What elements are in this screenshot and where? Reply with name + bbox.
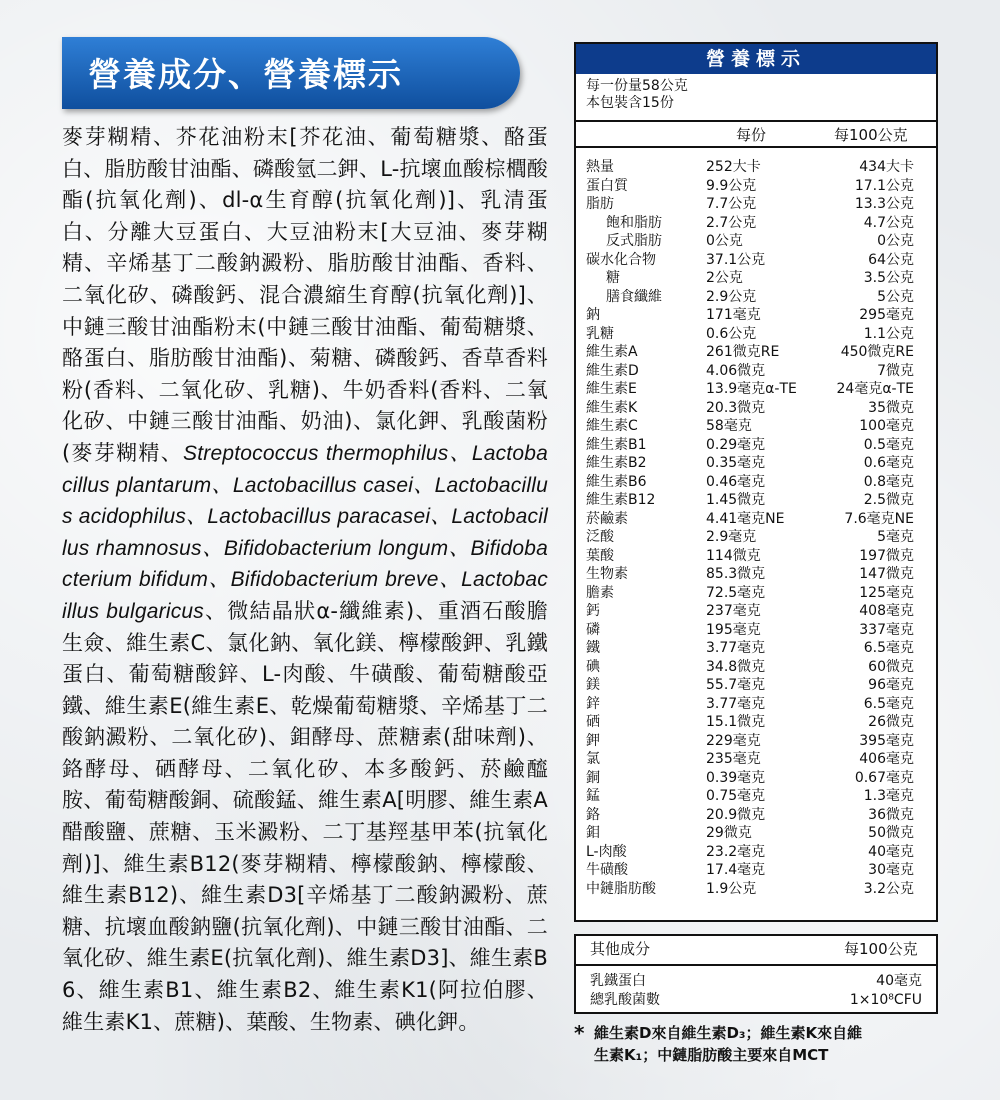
nutrition-row: [576, 325, 936, 344]
nutrition-row: [576, 510, 936, 529]
nutrient-per-100g: 60微克: [868, 658, 914, 675]
nutrient-per-serving: 20.3微克: [706, 399, 766, 416]
nutrient-name: 維生素B6: [586, 473, 647, 490]
nutrient-per-serving: 15.1微克: [706, 714, 766, 730]
nutrient-per-serving: 114微克: [706, 547, 761, 564]
nutrition-row: [576, 269, 936, 288]
nutrient-per-100g: 147微克: [859, 566, 914, 582]
other-row: [576, 991, 936, 1010]
nutrient-per-100g: 395毫克: [859, 732, 914, 749]
nutrient-per-100g: 0.5毫克: [863, 436, 914, 453]
nutrient-name: 膳食纖維: [606, 288, 662, 305]
other-per-100g: 40毫克: [876, 973, 922, 989]
ingredient-list: [62, 122, 548, 1038]
banner-title: 營養成分、營養標示: [88, 55, 403, 94]
nutrient-name: 菸鹼素: [586, 510, 628, 527]
footnote-line-1: 維生素D來自維生素D₃；維生素K來自維: [594, 1024, 863, 1042]
nutrient-name: 維生素B12: [586, 492, 656, 508]
nutrient-per-serving: 0.35毫克: [706, 455, 766, 471]
nutrient-name: 膽素: [586, 584, 614, 601]
nutrition-row: [576, 547, 936, 566]
nutrient-name: 飽和脂肪: [606, 214, 662, 231]
nutrient-per-100g: 35微克: [868, 399, 914, 416]
nutrient-per-serving: 3.77毫克: [706, 640, 766, 656]
nutrient-per-100g: 0公克: [877, 233, 914, 249]
nutrient-per-serving: 20.9微克: [706, 806, 766, 823]
nutrition-row: [576, 436, 936, 455]
nutrition-column-header: [576, 120, 936, 148]
nutrition-facts-table: [574, 42, 938, 922]
nutrition-row: [576, 454, 936, 473]
nutrient-per-100g: 17.1公克: [854, 177, 914, 194]
nutrient-per-serving: 17.4毫克: [706, 862, 766, 878]
nutrition-row: [576, 380, 936, 399]
nutrient-name: 鉀: [586, 732, 600, 749]
nutrient-per-100g: 337毫克: [859, 621, 914, 638]
nutrient-per-100g: 5毫克: [877, 529, 914, 545]
nutrient-per-100g: 5公克: [877, 288, 914, 305]
nutrient-name: 鎂: [586, 677, 600, 693]
footnote-star: *: [574, 1021, 585, 1045]
nutrient-per-serving: 13.9毫克α-TE: [706, 381, 797, 397]
ingredients-part-2: 、微結晶狀α-纖維素)、重酒石酸膽生僉、維生素C、氯化鈉、氧化鎂、檸檬酸鉀、乳鐵蛋白、葡萄糖酸鋅、L-肉酸、牛磺酸、葡萄糖酸亞鐵、維生素E(維生素E、乾燥葡萄糖漿、辛烯基丁二酸鈉澱粉、二氧化矽)、鉬酵母、蔗糖素(甜味劑)、鉻酵母、硒酵母、二氧化矽、本多酸鈣、菸鹼醯胺、葡萄糖酸銅、硫酸錳、維生素A[明膠、維生素A醋酸鹽、蔗糖、玉米澱粉、二丁基羥基甲苯(抗氧化劑)]、維生素B12(麥芽糊精、檸檬酸鈉、檸檬酸、維生素B12)、維生素D3[辛烯基丁二酸鈉澱粉、蔗糖、抗壞血酸鈉鹽(抗氧化劑)、中鏈三酸甘油酯、二氧化矽、維生素E(抗氧化劑)、維生素D3]、維生素B6、維生素B1、維生素B2、維生素K1(阿拉伯膠、維生素K1、蔗糖)、葉酸、生物素、碘化鉀。: [62, 598, 548, 1034]
other-ingredients-header: [576, 936, 936, 966]
nutrient-per-100g: 0.8毫克: [863, 473, 914, 490]
nutrition-table-header: 營養標示: [576, 44, 936, 74]
nutrient-per-100g: 3.5公克: [863, 270, 914, 286]
nutrient-name: 鈣: [586, 603, 600, 619]
nutrient-name: 牛磺酸: [586, 862, 628, 878]
nutrient-name: 銅: [586, 769, 600, 786]
other-title: 其他成分: [590, 940, 651, 958]
nutrition-row: [576, 417, 936, 436]
nutrient-per-serving: 7.7公克: [706, 196, 757, 212]
ingredients-probiotics: Streptococcus thermophilus、Lactobacillus plantarum、Lactobacillus casei、Lactobacillus acidophilus、Lactobacillus paracasei、Lactobacillus rhamnosus、Bifidobacterium longum、Bifidobacterium bifidum、Bifidobacterium breve、Lactobacillus bulgaricus: [62, 441, 548, 623]
nutrition-row: [576, 676, 936, 695]
nutrition-row: [576, 177, 936, 196]
nutrition-row: [576, 843, 936, 862]
nutrient-name: 生物素: [586, 566, 628, 582]
nutrient-name: 糖: [606, 270, 620, 286]
nutrient-name: 碳水化合物: [586, 251, 656, 268]
nutrient-per-100g: 3.2公克: [863, 880, 914, 897]
nutrition-row: [576, 343, 936, 362]
nutrient-per-serving: 229毫克: [706, 732, 761, 749]
nutrient-per-100g: 36微克: [868, 806, 914, 823]
nutrient-per-100g: 434大卡: [859, 159, 914, 175]
nutrition-row: [576, 584, 936, 603]
nutrient-per-serving: 85.3微克: [706, 566, 766, 582]
serving-info: [576, 74, 936, 120]
nutrient-name: 鋅: [586, 695, 600, 712]
nutrient-per-serving: 9.9公克: [706, 177, 757, 194]
nutrient-per-serving: 0.6公克: [706, 325, 757, 342]
nutrient-per-serving: 34.8微克: [706, 658, 766, 675]
nutrient-name: 鐵: [586, 640, 600, 656]
nutrient-name: 反式脂肪: [606, 233, 662, 249]
nutrient-name: 葉酸: [586, 547, 614, 564]
nutrient-per-serving: 0公克: [706, 233, 743, 249]
nutrient-name: 維生素D: [586, 362, 639, 379]
serving-size: 每一份量58公克: [586, 78, 688, 94]
nutrition-row: [576, 214, 936, 233]
nutrient-per-100g: 24毫克α-TE: [836, 381, 914, 397]
nutrient-name: L-肉酸: [586, 843, 627, 860]
col-per-100g: 每100公克: [834, 126, 908, 144]
nutrient-name: 維生素B1: [586, 436, 647, 453]
nutrient-per-serving: 0.46毫克: [706, 473, 766, 490]
nutrient-per-serving: 29微克: [706, 825, 752, 841]
nutrition-row: [576, 639, 936, 658]
nutrient-per-100g: 50微克: [868, 825, 914, 841]
nutrient-per-serving: 252大卡: [706, 159, 761, 175]
nutrient-per-100g: 6.5毫克: [863, 640, 914, 656]
nutrient-per-serving: 23.2毫克: [706, 843, 766, 860]
nutrient-per-serving: 2.7公克: [706, 214, 757, 231]
nutrient-per-100g: 100毫克: [859, 418, 914, 434]
nutrient-per-100g: 30毫克: [868, 862, 914, 878]
col-per-serving: 每份: [736, 126, 767, 144]
nutrition-rows: [576, 158, 936, 898]
nutrient-name: 維生素C: [586, 418, 638, 434]
nutrient-per-serving: 261微克RE: [706, 344, 780, 360]
nutrition-row: [576, 195, 936, 214]
nutrient-per-serving: 4.41毫克NE: [706, 510, 785, 527]
nutrition-row: [576, 565, 936, 584]
nutrition-row: [576, 473, 936, 492]
nutrition-row: [576, 491, 936, 510]
nutrient-per-serving: 195毫克: [706, 621, 761, 638]
nutrient-per-serving: 1.45微克: [706, 492, 766, 508]
nutrient-per-serving: 1.9公克: [706, 880, 757, 897]
nutrient-name: 維生素A: [586, 344, 638, 360]
nutrient-per-serving: 37.1公克: [706, 251, 766, 268]
other-rows: [576, 972, 936, 1010]
footnote: [574, 1022, 964, 1066]
nutrient-name: 蛋白質: [586, 177, 628, 194]
nutrient-per-100g: 64公克: [868, 251, 914, 268]
nutrition-row: [576, 158, 936, 177]
nutrient-per-100g: 13.3公克: [854, 196, 914, 212]
nutrient-per-100g: 4.7公克: [863, 214, 914, 231]
nutrition-row: [576, 602, 936, 621]
nutrition-row: [576, 880, 936, 899]
nutrition-row: [576, 787, 936, 806]
nutrient-per-100g: 406毫克: [859, 751, 914, 767]
other-col-per-100g: 每100公克: [844, 940, 918, 958]
nutrition-row: [576, 732, 936, 751]
nutrient-per-serving: 58毫克: [706, 418, 752, 434]
other-row: [576, 972, 936, 991]
nutrient-name: 乳糖: [586, 325, 614, 342]
nutrient-name: 錳: [586, 788, 600, 804]
nutrient-per-100g: 6.5毫克: [863, 695, 914, 712]
nutrient-per-100g: 2.5微克: [863, 492, 914, 508]
footnote-line-2: 生素K₁；中鏈脂肪酸主要來自MCT: [594, 1046, 829, 1064]
nutrient-per-serving: 2.9毫克: [706, 529, 757, 545]
nutrient-per-serving: 0.29毫克: [706, 436, 766, 453]
other-name: 乳鐵蛋白: [590, 973, 646, 989]
nutrient-name: 氯: [586, 751, 600, 767]
nutrient-per-serving: 55.7毫克: [706, 677, 766, 693]
nutrient-name: 鈉: [586, 307, 600, 323]
nutrient-per-100g: 450微克RE: [840, 344, 914, 360]
nutrient-name: 維生素K: [586, 399, 638, 416]
other-name: 總乳酸菌數: [590, 992, 660, 1008]
nutrition-row: [576, 824, 936, 843]
nutrient-per-100g: 295毫克: [859, 307, 914, 323]
nutrient-per-serving: 0.75毫克: [706, 788, 766, 804]
nutrient-name: 硒: [586, 714, 600, 730]
nutrient-per-100g: 7微克: [877, 362, 914, 379]
nutrition-row: [576, 251, 936, 270]
nutrient-name: 脂肪: [586, 196, 614, 212]
nutrient-name: 鉻: [586, 806, 600, 823]
nutrient-name: 磷: [586, 621, 600, 638]
nutrient-per-100g: 7.6毫克NE: [844, 510, 914, 527]
servings-per-package: 本包裝含15份: [586, 95, 674, 111]
nutrient-per-100g: 1.1公克: [863, 325, 914, 342]
nutrition-row: [576, 713, 936, 732]
nutrient-per-serving: 2公克: [706, 270, 743, 286]
nutrient-name: 維生素E: [586, 381, 637, 397]
nutrition-row: [576, 288, 936, 307]
nutrient-name: 泛酸: [586, 529, 614, 545]
nutrient-name: 熱量: [586, 159, 614, 175]
nutrient-per-serving: 237毫克: [706, 603, 761, 619]
other-ingredients-table: [574, 934, 938, 1014]
nutrient-per-100g: 125毫克: [859, 584, 914, 601]
nutrition-row: [576, 750, 936, 769]
nutrient-per-serving: 0.39毫克: [706, 769, 766, 786]
nutrition-row: [576, 806, 936, 825]
nutrition-row: [576, 769, 936, 788]
other-per-100g: 1×10⁸CFU: [849, 992, 922, 1008]
nutrition-row: [576, 306, 936, 325]
nutrition-row: [576, 658, 936, 677]
nutrition-row: [576, 528, 936, 547]
nutrient-per-100g: 1.3毫克: [863, 788, 914, 804]
nutrient-name: 碘: [586, 658, 600, 675]
nutrient-per-serving: 171毫克: [706, 307, 761, 323]
nutrition-row: [576, 232, 936, 251]
nutrient-per-serving: 235毫克: [706, 751, 761, 767]
nutrient-per-100g: 408毫克: [859, 603, 914, 619]
ingredients-part-1: 麥芽糊精、芥花油粉末[芥花油、葡萄糖漿、酪蛋白、脂肪酸甘油酯、磷酸氫二鉀、L-抗壞血酸棕櫚酸酯(抗氧化劑)、dl-α生育醇(抗氧化劑)]、乳清蛋白、分離大豆蛋白、大豆油粉末[大豆油、麥芽糊精、辛烯基丁二酸鈉澱粉、脂肪酸甘油酯、香料、二氧化矽、磷酸鈣、混合濃縮生育醇(抗氧化劑)]、中鏈三酸甘油酯粉末(中鏈三酸甘油酯、葡萄糖漿、酪蛋白、脂肪酸甘油酯)、菊糖、磷酸鈣、香草香料粉(香料、二氧化矽、乳糖)、牛奶香料(香料、二氧化矽、中鏈三酸甘油酯、奶油)、氯化鉀、乳酸菌粉(麥芽糊精、: [62, 125, 548, 465]
nutrient-name: 鉬: [586, 825, 600, 841]
nutrition-row: [576, 695, 936, 714]
nutrient-per-serving: 4.06微克: [706, 362, 766, 379]
nutrient-per-serving: 72.5毫克: [706, 584, 766, 601]
nutrient-per-100g: 197微克: [859, 547, 914, 564]
nutrition-row: [576, 861, 936, 880]
section-banner: [62, 37, 520, 109]
nutrient-per-100g: 96毫克: [868, 677, 914, 693]
nutrient-per-100g: 0.67毫克: [854, 769, 914, 786]
nutrient-name: 中鏈脂肪酸: [586, 880, 656, 897]
nutrient-per-serving: 2.9公克: [706, 288, 757, 305]
nutrient-per-100g: 0.6毫克: [863, 455, 914, 471]
nutrient-name: 維生素B2: [586, 455, 647, 471]
nutrient-per-100g: 40毫克: [868, 843, 914, 860]
nutrient-per-serving: 3.77毫克: [706, 695, 766, 712]
nutrient-per-100g: 26微克: [868, 714, 914, 730]
nutrition-row: [576, 399, 936, 418]
nutrition-row: [576, 362, 936, 381]
nutrition-row: [576, 621, 936, 640]
